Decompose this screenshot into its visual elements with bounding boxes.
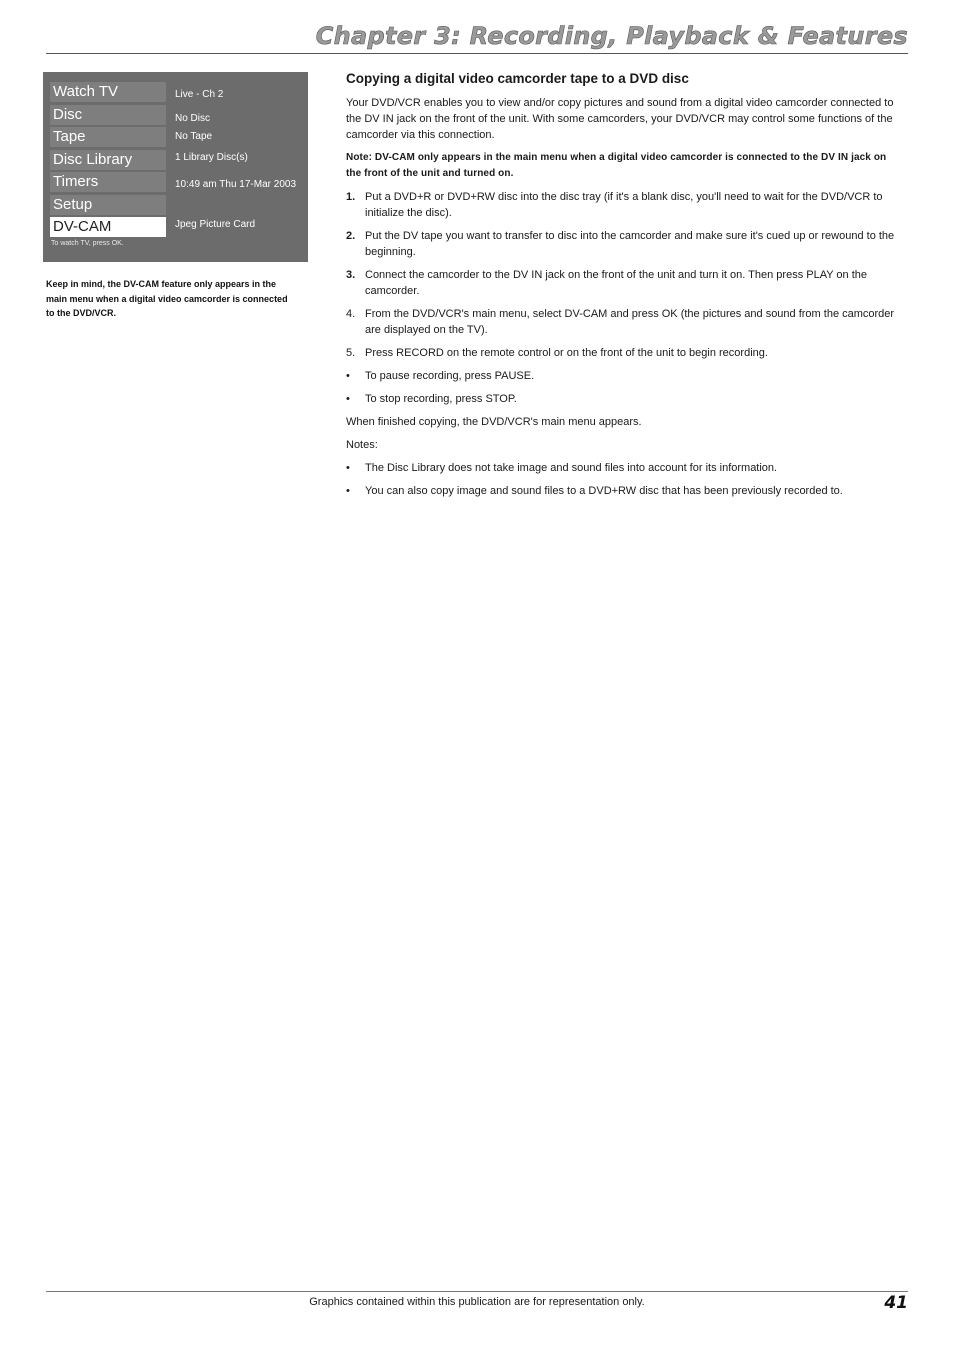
menu-info-tape: No Tape bbox=[175, 131, 213, 142]
menu-hint: To watch TV, press OK. bbox=[51, 240, 124, 247]
menu-item-setup: Setup bbox=[50, 195, 166, 215]
bullet-item bbox=[346, 391, 902, 407]
caption-text-end: feature only appears in the main menu when a digital video camcorder is connected to the DVD/VCR. bbox=[46, 279, 288, 318]
step-text: Connect the camcorder to the DV IN jack on the front of the unit and turn it on. Then press PLAY on the camcorder. bbox=[365, 269, 868, 297]
step-number: 4. bbox=[346, 308, 356, 320]
step-number: 3. bbox=[346, 269, 356, 281]
note-bullet-text: The Disc Library does not take image and sound files into account for its information. bbox=[365, 462, 778, 474]
menu-item-watch-tv: Watch TV bbox=[50, 82, 166, 102]
main-column bbox=[346, 70, 902, 506]
bullet-marker: • bbox=[346, 370, 350, 382]
menu-info-disc-library: 1 Library Disc(s) bbox=[175, 152, 248, 163]
caption-term: DV-CAM bbox=[123, 279, 160, 289]
note-bullet-text: You can also copy image and sound files to a DVD+RW disc that has been previously recorded to. bbox=[365, 485, 843, 497]
menu-item-disc-library: Disc Library bbox=[50, 150, 166, 170]
bullet-item bbox=[346, 368, 902, 384]
header-rule bbox=[46, 53, 908, 54]
section-heading: Copying a digital video camcorder tape to a DVD disc bbox=[346, 71, 689, 86]
footer-rule bbox=[46, 1291, 908, 1292]
step-text: From the DVD/VCR's main menu, select DV-CAM and press OK (the pictures and sound from the camcorder are displayed on the TV). bbox=[365, 308, 895, 336]
menu-info-disc: No Disc bbox=[175, 113, 211, 124]
menu-info-watch-tv: Live - Ch 2 bbox=[175, 89, 224, 100]
step-number: 5. bbox=[346, 347, 356, 359]
bullet-marker: • bbox=[346, 485, 350, 497]
note-bullet-item bbox=[346, 460, 902, 476]
figure-caption bbox=[46, 277, 296, 321]
note-bullet-item bbox=[346, 483, 902, 499]
bullet-text: To stop recording, press STOP. bbox=[365, 393, 517, 405]
main-menu-graphic bbox=[43, 72, 308, 262]
menu-info-timers: 10:49 am Thu 17-Mar 2003 bbox=[175, 179, 297, 190]
page-number: 41 bbox=[884, 1293, 908, 1313]
intro-paragraph: Your DVD/VCR enables you to view and/or copy pictures and sound from a digital video camcorder connected to the DV IN jack on the front of the unit. With some camcorders, your DVD/VCR may control some functions of the camcorder via this connection. bbox=[346, 97, 894, 141]
menu-item-tape: Tape bbox=[50, 127, 166, 147]
menu-item-disc: Disc bbox=[50, 105, 166, 125]
menu-item-timers: Timers bbox=[50, 172, 166, 192]
step-item bbox=[346, 345, 902, 361]
note-paragraph: Note: DV-CAM only appears in the main menu when a digital video camcorder is connected to the DV IN jack on the front of the unit and turned on. bbox=[346, 152, 887, 179]
notes-label: Notes: bbox=[346, 439, 378, 451]
step-item bbox=[346, 267, 902, 299]
bullet-marker: • bbox=[346, 393, 350, 405]
footer-note: Graphics contained within this publication are for representation only. bbox=[309, 1296, 645, 1308]
step-item bbox=[346, 228, 902, 260]
bullet-marker: • bbox=[346, 462, 350, 474]
finish-paragraph: When finished copying, the DVD/VCR's main menu appears. bbox=[346, 416, 642, 428]
step-text: Press RECORD on the remote control or on the front of the unit to begin recording. bbox=[365, 347, 768, 359]
step-number: 1. bbox=[346, 191, 356, 203]
step-text: Put a DVD+R or DVD+RW disc into the disc tray (if it's a blank disc, you'll need to wait for the DVD/VCR to initialize the disc). bbox=[365, 191, 883, 219]
bullet-text: To pause recording, press PAUSE. bbox=[365, 370, 535, 382]
caption-text-start: Keep in mind, the bbox=[46, 279, 124, 289]
step-item bbox=[346, 306, 902, 338]
menu-item-dv-cam: DV-CAM bbox=[50, 217, 166, 237]
step-number: 2. bbox=[346, 230, 356, 242]
step-text: Put the DV tape you want to transfer to disc into the camcorder and make sure it's cued up or rewound to the beginning. bbox=[365, 230, 895, 258]
menu-info-dv-cam: Jpeg Picture Card bbox=[175, 219, 256, 230]
step-item bbox=[346, 189, 902, 221]
chapter-title: Chapter 3: Recording, Playback & Features bbox=[315, 22, 908, 50]
